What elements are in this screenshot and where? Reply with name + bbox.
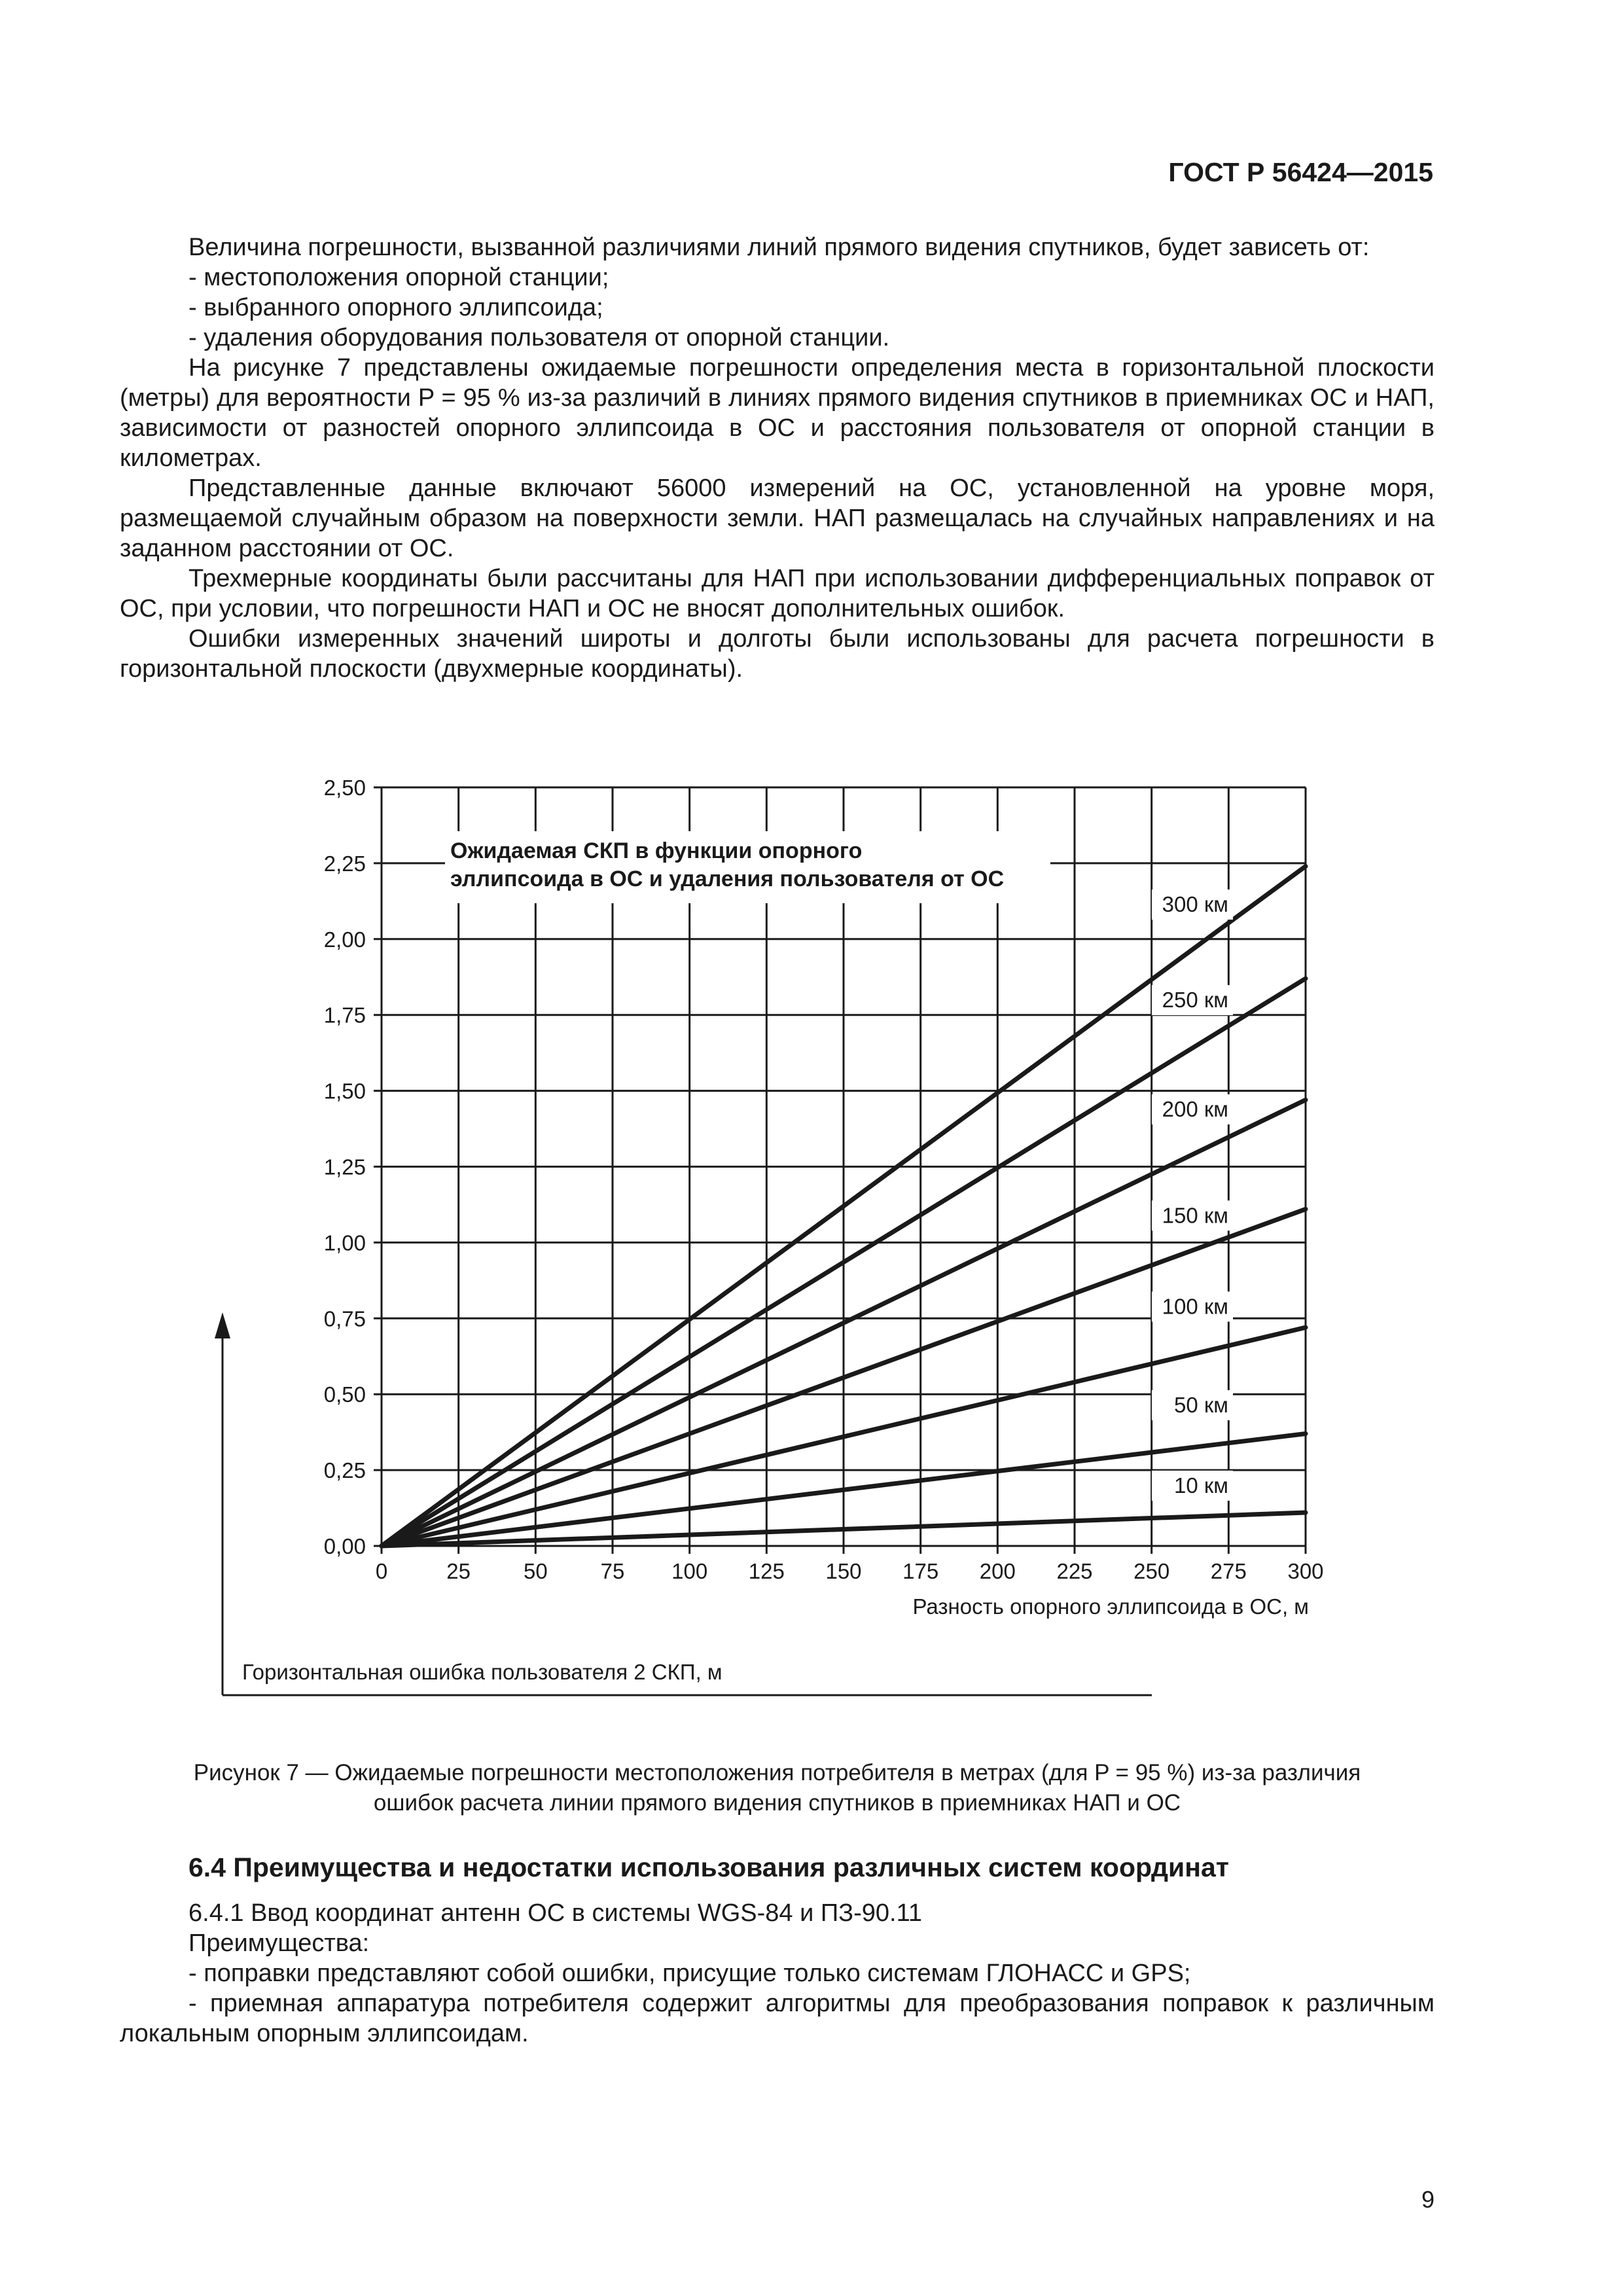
y-tick-label: 0,75	[323, 1306, 366, 1331]
series-label: 100 км	[1162, 1294, 1228, 1319]
x-tick-label: 0	[375, 1559, 388, 1583]
y-tick-label: 0,50	[323, 1382, 366, 1407]
chart-title-line-2: эллипсоида в ОС и удаления пользователя от ОС	[450, 867, 1005, 891]
x-tick-label: 275	[1210, 1559, 1247, 1583]
subsection-title: 6.4.1 Ввод координат антенн ОС в системы WGS-84 и ПЗ-90.11	[188, 1899, 923, 1927]
series-label: 10 км	[1174, 1473, 1228, 1498]
y-tick-label: 1,50	[323, 1079, 366, 1103]
chart-series-labels	[1152, 889, 1233, 1501]
x-tick-label: 75	[600, 1559, 625, 1583]
chart-title-line-1: Ожидаемая СКП в функции опорного	[450, 838, 863, 863]
series-label: 250 км	[1162, 988, 1228, 1013]
list-item: - выбранного опорного эллипсоида;	[188, 294, 603, 321]
y-tick-label: 1,25	[323, 1155, 366, 1179]
list-item: - удаления оборудования пользователя от опорной станции.	[188, 324, 890, 351]
paragraph-3: Представленные данные включают 56000 измерений на ОС, установленной на уровне моря, размещаемой случайным образом на поверхности земли. НАП размещалась на случайных направлениях и на заданном расстоянии от ОС.	[120, 475, 1435, 562]
page-number: 9	[1421, 2186, 1435, 2213]
y-tick-label: 1,00	[323, 1230, 366, 1255]
y-tick-label: 2,50	[323, 776, 366, 800]
x-tick-label: 100	[671, 1559, 708, 1583]
series-label: 300 км	[1162, 892, 1228, 917]
list-item: - местоположения опорной станции;	[188, 264, 609, 291]
y-tick-label: 1,75	[323, 1003, 366, 1028]
paragraph-1: Величина погрешности, вызванной различиями линий прямого видения спутников, будет зависеть от:	[188, 234, 1370, 261]
section-text	[120, 1898, 1435, 2049]
caption-line-2: ошибок расчета линии прямого видения спутников в приемниках НАП и ОС	[373, 1790, 1181, 1816]
x-tick-label: 300	[1287, 1559, 1324, 1583]
y-tick-label: 0,25	[323, 1458, 366, 1483]
x-tick-label: 200	[979, 1559, 1016, 1583]
document-header: ГОСТ Р 56424—2015	[1168, 157, 1433, 187]
series-label: 150 км	[1162, 1203, 1228, 1228]
x-tick-label: 25	[446, 1559, 471, 1583]
x-tick-label: 175	[902, 1559, 939, 1583]
y-tick-label: 2,25	[323, 851, 366, 876]
list-item: - поправки представляют собой ошибки, присущие только системам ГЛОНАСС и GPS;	[188, 1960, 1191, 1987]
figure-caption	[120, 1758, 1435, 1818]
paragraph-4: Трехмерные координаты были рассчитаны для НАП при использовании дифференциальных поправок от ОС, при условии, что погрешности НАП и ОС не вносят дополнительных ошибок.	[120, 565, 1435, 622]
series-label: 200 км	[1162, 1097, 1228, 1122]
x-axis-label: Разность опорного эллипсоида в ОС, м	[912, 1594, 1309, 1619]
x-tick-label: 225	[1056, 1559, 1093, 1583]
paragraph-5: Ошибки измеренных значений широты и долготы были использованы для расчета погрешности в горизонтальной плоскости (двухмерные координаты).	[120, 625, 1435, 683]
x-tick-label: 150	[825, 1559, 862, 1583]
x-tick-label: 50	[523, 1559, 548, 1583]
y-axis-arrow-head	[215, 1312, 230, 1338]
x-tick-label: 125	[748, 1559, 785, 1583]
y-tick-label: 2,00	[323, 927, 366, 952]
series-label: 50 км	[1174, 1393, 1228, 1418]
advantages-label: Преимущества:	[188, 1929, 370, 1957]
section-title: 6.4 Преимущества и недостатки использования различных систем координат	[188, 1852, 1229, 1882]
list-item: - приемная аппаратура потребителя содержит алгоритмы для преобразования поправок к различным локальным опорным эллипсоидам.	[120, 1990, 1435, 2047]
paragraph-2: На рисунке 7 представлены ожидаемые погрешности определения места в горизонтальной плоскости (метры) для вероятности P = 95 % из-за различий в линиях прямого видения спутников в приемниках ОС и НАП, зависимости от разностей опорного эллипсоида в ОС и расстояния пользователя от опорной станции в километрах.	[120, 354, 1435, 472]
x-tick-label: 250	[1133, 1559, 1170, 1583]
y-axis-label: Горизонтальная ошибка пользователя 2 СКП, м	[242, 1660, 722, 1684]
y-tick-label: 0,00	[323, 1534, 366, 1558]
caption-line-1: Рисунок 7 — Ожидаемые погрешности местоположения потребителя в метрах (для P = 95 %) из-за различия	[193, 1760, 1361, 1785]
